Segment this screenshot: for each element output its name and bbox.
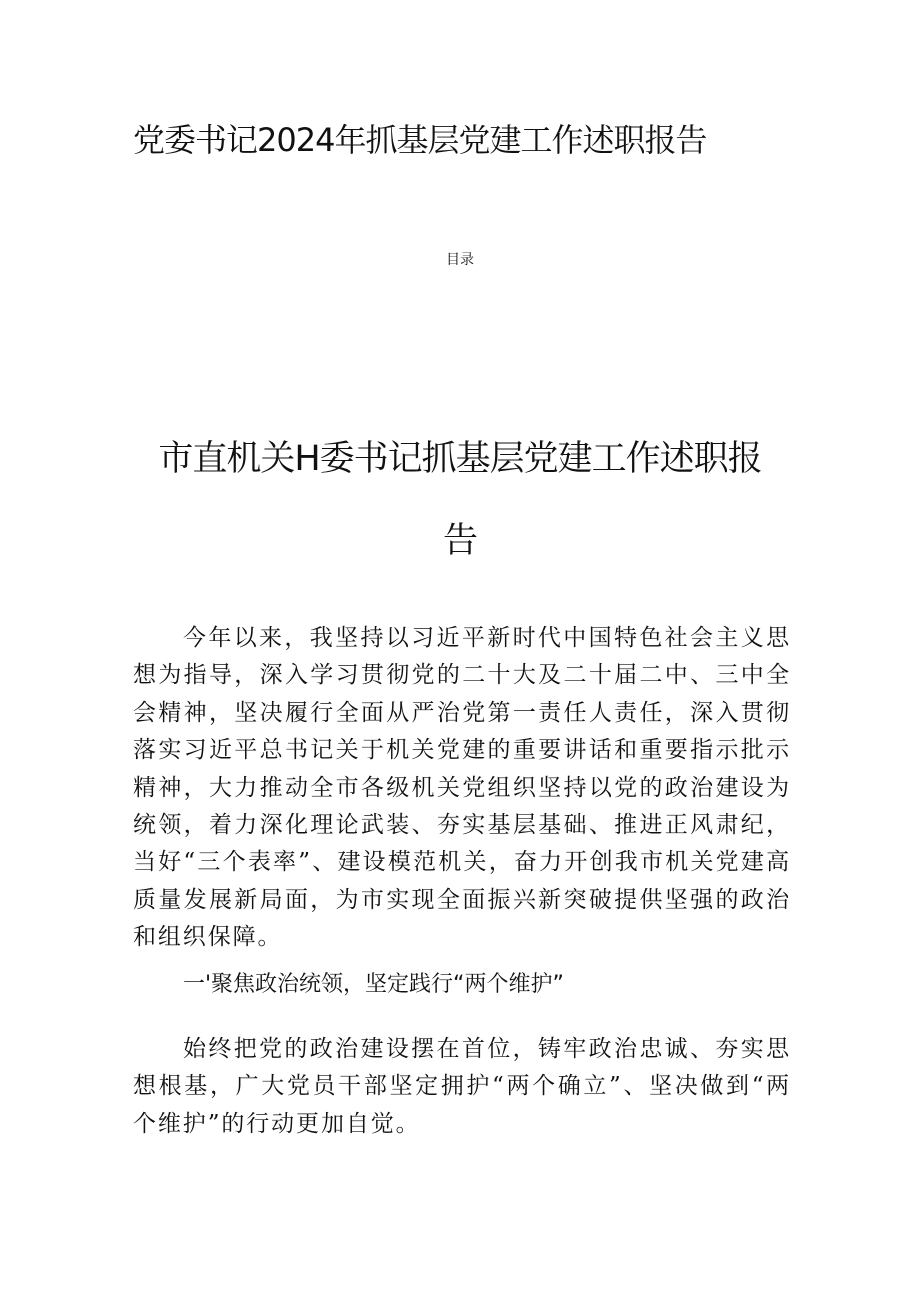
table-of-contents-label: 目录 [446, 252, 474, 268]
section-paragraph: 始终把党的政治建设摆在首位，铸牢政治忠诚、夯实思想根基，广大党员干部坚定拥护“两个确立”、坚决做到“两个维护”的行动更加自觉。 [133, 1036, 791, 1137]
section-heading: 一'聚焦政治统领，坚定践行“两个维护” [183, 972, 564, 997]
intro-paragraph: 今年以来，我坚持以习近平新时代中国特色社会主义思想为指导，深入学习贯彻党的二十大及二十届二中、三中全会精神，坚决履行全面从严治党第一责任人责任，深入贯彻落实习近平总书记关于机关党建的重要讲话和重要指示批示精神，大力推动全市各级机关党组织坚持以党的政治建设为统领，着力深化理论武装、夯实基层基础、推进正风肃纪，当好“三个表率”、建设模范机关，奋力开创我市机关党建高质量发展新局面，为市实现全面振兴新突破提供坚强的政治和组织保障。 [133, 625, 791, 951]
report-title: 市直机关H委书记抓基层党建工作述职报告 [158, 439, 762, 561]
document-title: 党委书记2024年抓基层党建工作述职报告 [133, 121, 707, 159]
